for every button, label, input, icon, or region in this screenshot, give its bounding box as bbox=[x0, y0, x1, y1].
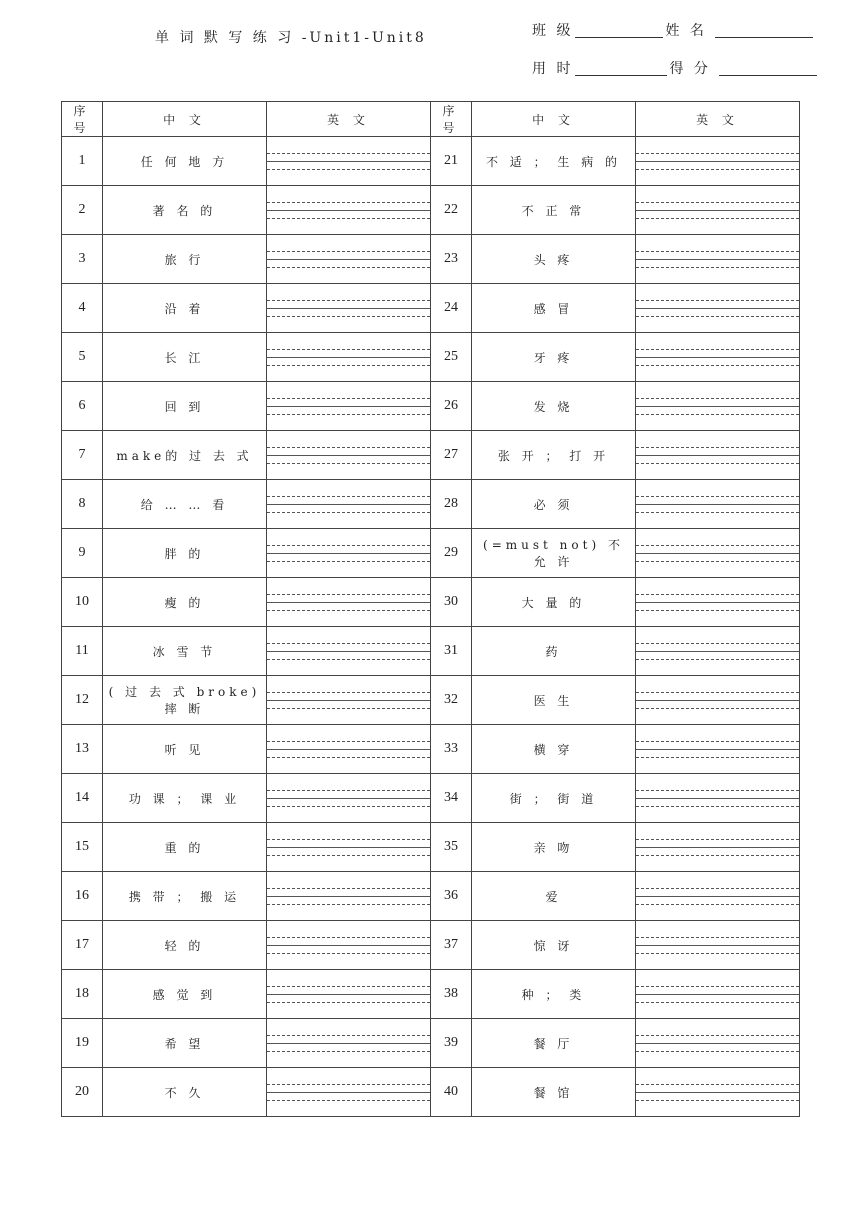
writing-guide-line bbox=[267, 349, 430, 350]
writing-guide-line bbox=[267, 610, 430, 611]
writing-guide-line bbox=[636, 259, 799, 260]
table-row bbox=[62, 1068, 800, 1117]
table-row bbox=[62, 970, 800, 1019]
writing-guide-line bbox=[636, 267, 799, 268]
writing-guide-line bbox=[636, 847, 799, 848]
time-label: 用 时 bbox=[532, 61, 574, 77]
english-answer-field[interactable] bbox=[636, 872, 800, 921]
writing-guide-line bbox=[636, 300, 799, 301]
item-number: 34 bbox=[431, 774, 472, 823]
writing-guide-line bbox=[267, 1035, 430, 1036]
table-row bbox=[62, 529, 800, 578]
item-number: 32 bbox=[431, 676, 472, 725]
writing-guide-line bbox=[636, 757, 799, 758]
time-blank[interactable] bbox=[575, 61, 667, 76]
writing-guide-line bbox=[267, 398, 430, 399]
item-number: 15 bbox=[62, 823, 103, 872]
table-row bbox=[62, 872, 800, 921]
writing-guide-line bbox=[636, 308, 799, 309]
chinese-prompt: 惊 讶 bbox=[472, 921, 636, 970]
chinese-prompt: 感 觉 到 bbox=[103, 970, 267, 1019]
writing-guide-line bbox=[267, 888, 430, 889]
english-answer-field[interactable] bbox=[636, 333, 800, 382]
english-answer-field[interactable] bbox=[636, 774, 800, 823]
time-score-row bbox=[532, 58, 819, 78]
writing-guide-line bbox=[267, 553, 430, 554]
writing-guide-line bbox=[267, 210, 430, 211]
chinese-prompt: ( 过 去 式 broke) 摔 断 bbox=[103, 676, 267, 725]
writing-guide-line bbox=[636, 643, 799, 644]
english-answer-field[interactable] bbox=[267, 1068, 431, 1117]
writing-guide-line bbox=[636, 561, 799, 562]
table-row bbox=[62, 333, 800, 382]
chinese-prompt: 瘦 的 bbox=[103, 578, 267, 627]
english-answer-field[interactable] bbox=[636, 627, 800, 676]
writing-guide-line bbox=[267, 659, 430, 660]
chinese-prompt: 沿 着 bbox=[103, 284, 267, 333]
chinese-prompt: (=must not) 不 允 许 bbox=[472, 529, 636, 578]
worksheet-title: 单 词 默 写 练 习 -Unit1-Unit8 bbox=[155, 30, 427, 46]
writing-guide-line bbox=[267, 300, 430, 301]
table-row bbox=[62, 676, 800, 725]
english-answer-field[interactable] bbox=[636, 823, 800, 872]
english-answer-field[interactable] bbox=[636, 137, 800, 186]
chinese-prompt: 餐 馆 bbox=[472, 1068, 636, 1117]
writing-guide-line bbox=[267, 512, 430, 513]
chinese-prompt: 功 课 ； 课 业 bbox=[103, 774, 267, 823]
writing-guide-line bbox=[636, 406, 799, 407]
writing-guide-line bbox=[267, 953, 430, 954]
writing-guide-line bbox=[636, 349, 799, 350]
item-number: 7 bbox=[62, 431, 103, 480]
writing-guide-line bbox=[636, 790, 799, 791]
writing-guide-line bbox=[636, 398, 799, 399]
writing-guide-line bbox=[267, 847, 430, 848]
item-number: 11 bbox=[62, 627, 103, 676]
writing-guide-line bbox=[636, 994, 799, 995]
writing-guide-line bbox=[267, 692, 430, 693]
writing-guide-line bbox=[636, 545, 799, 546]
item-number: 29 bbox=[431, 529, 472, 578]
english-answer-field[interactable] bbox=[267, 725, 431, 774]
chinese-prompt: 不 久 bbox=[103, 1068, 267, 1117]
chinese-prompt: 大 量 的 bbox=[472, 578, 636, 627]
english-answer-field[interactable] bbox=[267, 235, 431, 284]
english-answer-field[interactable] bbox=[267, 921, 431, 970]
writing-guide-line bbox=[636, 594, 799, 595]
english-answer-field[interactable] bbox=[267, 382, 431, 431]
writing-guide-line bbox=[267, 651, 430, 652]
writing-guide-line bbox=[267, 1092, 430, 1093]
writing-guide-line bbox=[267, 455, 430, 456]
english-answer-field[interactable] bbox=[267, 284, 431, 333]
writing-guide-line bbox=[267, 169, 430, 170]
writing-guide-line bbox=[267, 790, 430, 791]
item-number: 17 bbox=[62, 921, 103, 970]
english-answer-field[interactable] bbox=[267, 186, 431, 235]
writing-guide-line bbox=[267, 741, 430, 742]
writing-guide-line bbox=[267, 1043, 430, 1044]
writing-guide-line bbox=[636, 218, 799, 219]
table-row bbox=[62, 823, 800, 872]
col-header-english-left: 英 文 bbox=[267, 102, 431, 137]
english-answer-field[interactable] bbox=[636, 529, 800, 578]
writing-guide-line bbox=[636, 553, 799, 554]
table-row bbox=[62, 186, 800, 235]
table-row bbox=[62, 235, 800, 284]
writing-guide-line bbox=[636, 512, 799, 513]
chinese-prompt: 街 ； 街 道 bbox=[472, 774, 636, 823]
writing-guide-line bbox=[267, 365, 430, 366]
chinese-prompt: make的 过 去 式 bbox=[103, 431, 267, 480]
item-number: 27 bbox=[431, 431, 472, 480]
chinese-prompt: 亲 吻 bbox=[472, 823, 636, 872]
english-answer-field[interactable] bbox=[636, 1068, 800, 1117]
writing-guide-line bbox=[267, 316, 430, 317]
writing-guide-line bbox=[267, 406, 430, 407]
writing-guide-line bbox=[267, 757, 430, 758]
item-number: 33 bbox=[431, 725, 472, 774]
writing-guide-line bbox=[636, 692, 799, 693]
chinese-prompt: 胖 的 bbox=[103, 529, 267, 578]
chinese-prompt: 医 生 bbox=[472, 676, 636, 725]
writing-guide-line bbox=[636, 937, 799, 938]
english-answer-field[interactable] bbox=[267, 627, 431, 676]
item-number: 24 bbox=[431, 284, 472, 333]
table-row bbox=[62, 1019, 800, 1068]
writing-guide-line bbox=[267, 594, 430, 595]
table-row bbox=[62, 480, 800, 529]
chinese-prompt: 必 须 bbox=[472, 480, 636, 529]
english-answer-field[interactable] bbox=[267, 872, 431, 921]
writing-guide-line bbox=[267, 945, 430, 946]
chinese-prompt: 轻 的 bbox=[103, 921, 267, 970]
chinese-prompt: 希 望 bbox=[103, 1019, 267, 1068]
table-row bbox=[62, 774, 800, 823]
table-row bbox=[62, 431, 800, 480]
table-row bbox=[62, 284, 800, 333]
writing-guide-line bbox=[267, 749, 430, 750]
col-header-chinese-right: 中 文 bbox=[472, 102, 636, 137]
writing-guide-line bbox=[267, 1084, 430, 1085]
writing-guide-line bbox=[636, 945, 799, 946]
chinese-prompt: 发 烧 bbox=[472, 382, 636, 431]
item-number: 14 bbox=[62, 774, 103, 823]
writing-guide-line bbox=[267, 986, 430, 987]
vocabulary-table bbox=[61, 101, 800, 1117]
writing-guide-line bbox=[267, 839, 430, 840]
english-answer-field[interactable] bbox=[267, 676, 431, 725]
english-answer-field[interactable] bbox=[267, 480, 431, 529]
writing-guide-line bbox=[636, 896, 799, 897]
item-number: 19 bbox=[62, 1019, 103, 1068]
item-number: 22 bbox=[431, 186, 472, 235]
writing-guide-line bbox=[636, 741, 799, 742]
chinese-prompt: 张 开 ； 打 开 bbox=[472, 431, 636, 480]
chinese-prompt: 携 带 ； 搬 运 bbox=[103, 872, 267, 921]
item-number: 10 bbox=[62, 578, 103, 627]
english-answer-field[interactable] bbox=[636, 578, 800, 627]
writing-guide-line bbox=[636, 447, 799, 448]
writing-guide-line bbox=[267, 896, 430, 897]
writing-guide-line bbox=[267, 153, 430, 154]
writing-guide-line bbox=[267, 904, 430, 905]
writing-guide-line bbox=[267, 545, 430, 546]
english-answer-field[interactable] bbox=[636, 921, 800, 970]
table-header-row bbox=[62, 102, 800, 137]
english-answer-field[interactable] bbox=[636, 676, 800, 725]
writing-guide-line bbox=[636, 602, 799, 603]
item-number: 9 bbox=[62, 529, 103, 578]
writing-guide-line bbox=[636, 1002, 799, 1003]
writing-guide-line bbox=[636, 316, 799, 317]
english-answer-field[interactable] bbox=[267, 823, 431, 872]
chinese-prompt: 不 适 ； 生 病 的 bbox=[472, 137, 636, 186]
col-header-number-right: 序 号 bbox=[431, 102, 472, 137]
writing-guide-line bbox=[267, 602, 430, 603]
table-row bbox=[62, 137, 800, 186]
english-answer-field[interactable] bbox=[636, 284, 800, 333]
writing-guide-line bbox=[267, 798, 430, 799]
english-answer-field[interactable] bbox=[636, 1019, 800, 1068]
writing-guide-line bbox=[636, 414, 799, 415]
english-answer-field[interactable] bbox=[267, 774, 431, 823]
item-number: 3 bbox=[62, 235, 103, 284]
writing-guide-line bbox=[267, 447, 430, 448]
item-number: 31 bbox=[431, 627, 472, 676]
item-number: 21 bbox=[431, 137, 472, 186]
chinese-prompt: 给 … … 看 bbox=[103, 480, 267, 529]
english-answer-field[interactable] bbox=[267, 137, 431, 186]
writing-guide-line bbox=[636, 855, 799, 856]
item-number: 13 bbox=[62, 725, 103, 774]
writing-guide-line bbox=[267, 414, 430, 415]
english-answer-field[interactable] bbox=[636, 382, 800, 431]
writing-guide-line bbox=[636, 659, 799, 660]
writing-guide-line bbox=[636, 357, 799, 358]
chinese-prompt: 著 名 的 bbox=[103, 186, 267, 235]
writing-guide-line bbox=[636, 839, 799, 840]
item-number: 12 bbox=[62, 676, 103, 725]
writing-guide-line bbox=[636, 1043, 799, 1044]
chinese-prompt: 旅 行 bbox=[103, 235, 267, 284]
english-answer-field[interactable] bbox=[267, 578, 431, 627]
writing-guide-line bbox=[636, 798, 799, 799]
chinese-prompt: 牙 疼 bbox=[472, 333, 636, 382]
writing-guide-line bbox=[636, 504, 799, 505]
writing-guide-line bbox=[636, 708, 799, 709]
writing-guide-line bbox=[636, 496, 799, 497]
writing-guide-line bbox=[267, 1100, 430, 1101]
writing-guide-line bbox=[267, 267, 430, 268]
score-label: 得 分 bbox=[669, 61, 711, 77]
english-answer-field[interactable] bbox=[636, 235, 800, 284]
english-answer-field[interactable] bbox=[267, 431, 431, 480]
chinese-prompt: 餐 厅 bbox=[472, 1019, 636, 1068]
writing-guide-line bbox=[636, 463, 799, 464]
english-answer-field[interactable] bbox=[267, 970, 431, 1019]
item-number: 39 bbox=[431, 1019, 472, 1068]
writing-guide-line bbox=[267, 357, 430, 358]
english-answer-field[interactable] bbox=[267, 333, 431, 382]
writing-guide-line bbox=[636, 1100, 799, 1101]
writing-guide-line bbox=[636, 651, 799, 652]
name-label: 姓 名 bbox=[665, 23, 707, 39]
english-answer-field[interactable] bbox=[636, 970, 800, 1019]
english-answer-field[interactable] bbox=[636, 431, 800, 480]
item-number: 1 bbox=[62, 137, 103, 186]
english-answer-field[interactable] bbox=[636, 480, 800, 529]
col-header-chinese-left: 中 文 bbox=[103, 102, 267, 137]
writing-guide-line bbox=[636, 161, 799, 162]
writing-guide-line bbox=[636, 953, 799, 954]
writing-guide-line bbox=[267, 708, 430, 709]
writing-guide-line bbox=[636, 888, 799, 889]
writing-guide-line bbox=[267, 561, 430, 562]
chinese-prompt: 冰 雪 节 bbox=[103, 627, 267, 676]
item-number: 25 bbox=[431, 333, 472, 382]
table-row bbox=[62, 627, 800, 676]
writing-guide-line bbox=[636, 986, 799, 987]
writing-guide-line bbox=[267, 202, 430, 203]
writing-guide-line bbox=[636, 904, 799, 905]
item-number: 30 bbox=[431, 578, 472, 627]
writing-guide-line bbox=[267, 308, 430, 309]
writing-guide-line bbox=[267, 259, 430, 260]
item-number: 40 bbox=[431, 1068, 472, 1117]
item-number: 8 bbox=[62, 480, 103, 529]
writing-guide-line bbox=[636, 610, 799, 611]
chinese-prompt: 感 冒 bbox=[472, 284, 636, 333]
item-number: 36 bbox=[431, 872, 472, 921]
english-answer-field[interactable] bbox=[267, 1019, 431, 1068]
writing-guide-line bbox=[636, 806, 799, 807]
class-label: 班 级 bbox=[532, 23, 574, 39]
item-number: 26 bbox=[431, 382, 472, 431]
item-number: 2 bbox=[62, 186, 103, 235]
chinese-prompt: 爱 bbox=[472, 872, 636, 921]
item-number: 23 bbox=[431, 235, 472, 284]
item-number: 6 bbox=[62, 382, 103, 431]
chinese-prompt: 听 见 bbox=[103, 725, 267, 774]
writing-guide-line bbox=[267, 855, 430, 856]
writing-guide-line bbox=[636, 455, 799, 456]
english-answer-field[interactable] bbox=[636, 186, 800, 235]
writing-guide-line bbox=[636, 169, 799, 170]
table-row bbox=[62, 578, 800, 627]
class-name-row bbox=[532, 20, 815, 40]
item-number: 37 bbox=[431, 921, 472, 970]
writing-guide-line bbox=[267, 1051, 430, 1052]
writing-guide-line bbox=[636, 1035, 799, 1036]
chinese-prompt: 任 何 地 方 bbox=[103, 137, 267, 186]
writing-guide-line bbox=[636, 153, 799, 154]
item-number: 38 bbox=[431, 970, 472, 1019]
chinese-prompt: 头 疼 bbox=[472, 235, 636, 284]
chinese-prompt: 不 正 常 bbox=[472, 186, 636, 235]
item-number: 20 bbox=[62, 1068, 103, 1117]
writing-guide-line bbox=[267, 251, 430, 252]
writing-guide-line bbox=[267, 1002, 430, 1003]
writing-guide-line bbox=[636, 1092, 799, 1093]
writing-guide-line bbox=[267, 937, 430, 938]
writing-guide-line bbox=[636, 1084, 799, 1085]
writing-guide-line bbox=[267, 700, 430, 701]
writing-guide-line bbox=[636, 365, 799, 366]
item-number: 16 bbox=[62, 872, 103, 921]
writing-guide-line bbox=[267, 496, 430, 497]
english-answer-field[interactable] bbox=[267, 529, 431, 578]
item-number: 35 bbox=[431, 823, 472, 872]
chinese-prompt: 种 ； 类 bbox=[472, 970, 636, 1019]
col-header-english-right: 英 文 bbox=[636, 102, 800, 137]
writing-guide-line bbox=[636, 202, 799, 203]
writing-guide-line bbox=[636, 749, 799, 750]
writing-guide-line bbox=[267, 161, 430, 162]
writing-guide-line bbox=[636, 1051, 799, 1052]
writing-guide-line bbox=[636, 210, 799, 211]
score-blank[interactable] bbox=[719, 61, 817, 76]
class-blank[interactable] bbox=[575, 23, 663, 38]
table-row bbox=[62, 382, 800, 431]
writing-guide-line bbox=[267, 643, 430, 644]
chinese-prompt: 重 的 bbox=[103, 823, 267, 872]
table-row bbox=[62, 725, 800, 774]
chinese-prompt: 回 到 bbox=[103, 382, 267, 431]
writing-guide-line bbox=[267, 806, 430, 807]
chinese-prompt: 长 江 bbox=[103, 333, 267, 382]
writing-guide-line bbox=[267, 463, 430, 464]
writing-guide-line bbox=[267, 504, 430, 505]
item-number: 28 bbox=[431, 480, 472, 529]
chinese-prompt: 药 bbox=[472, 627, 636, 676]
writing-guide-line bbox=[267, 218, 430, 219]
name-blank[interactable] bbox=[715, 23, 813, 38]
table-row bbox=[62, 921, 800, 970]
writing-guide-line bbox=[267, 994, 430, 995]
chinese-prompt: 横 穿 bbox=[472, 725, 636, 774]
writing-guide-line bbox=[636, 700, 799, 701]
item-number: 18 bbox=[62, 970, 103, 1019]
writing-guide-line bbox=[636, 251, 799, 252]
english-answer-field[interactable] bbox=[636, 725, 800, 774]
item-number: 4 bbox=[62, 284, 103, 333]
item-number: 5 bbox=[62, 333, 103, 382]
col-header-number-left: 序 号 bbox=[62, 102, 103, 137]
